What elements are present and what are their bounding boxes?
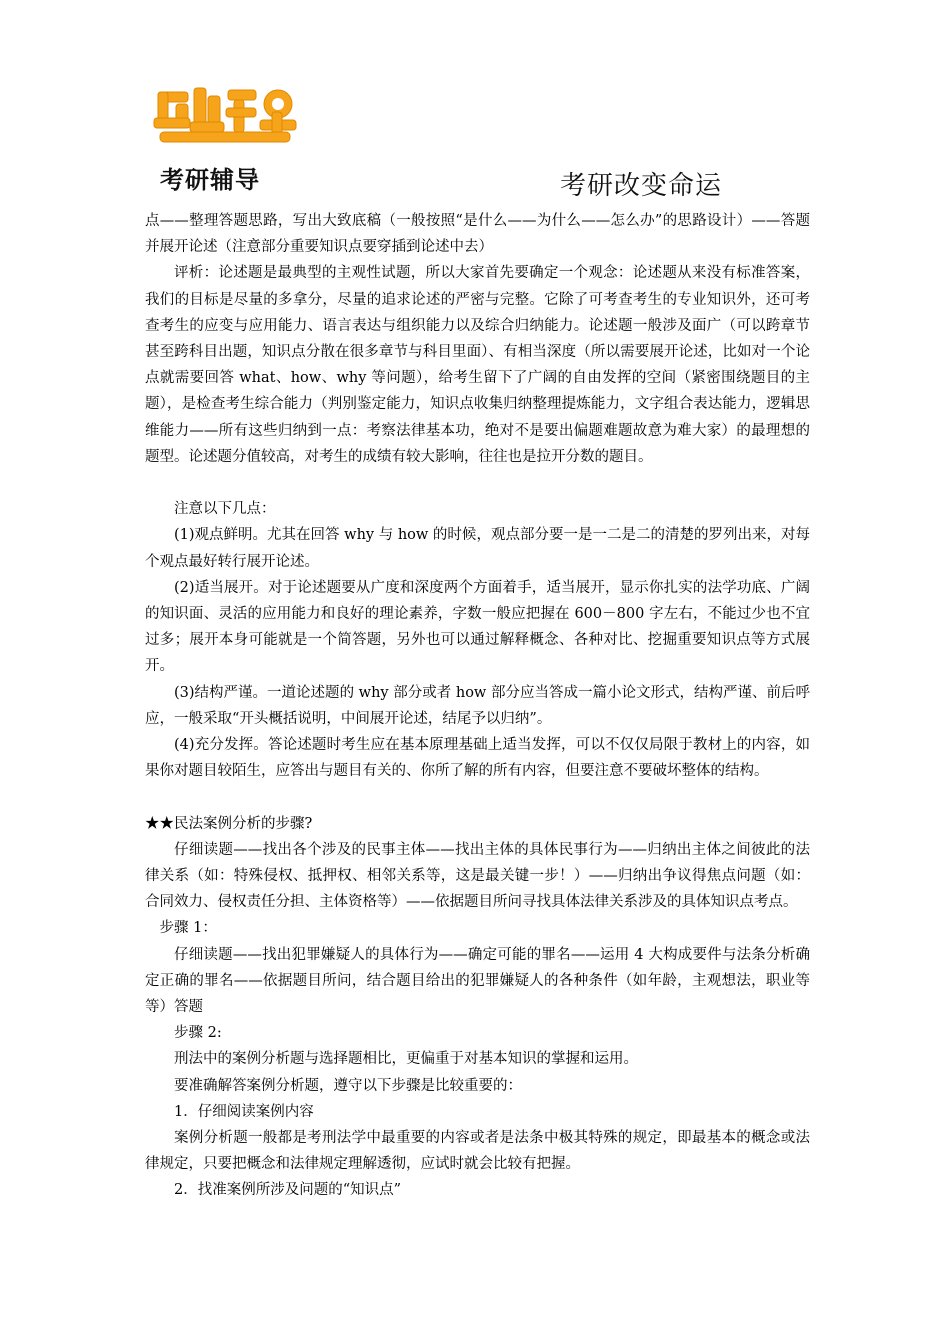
- paragraph: 1．仔细阅读案例内容: [174, 1103, 314, 1120]
- paragraph: 评析：论述题是最典型的主观性试题，所以大家首先要确定一个观念：论述题从来没有标准答案，我们的目标是尽量的多拿分，尽量的追求论述的严密与完整。它除了可考查考生的专业知识外，还可考查考生的应变与应用能力、语言表达与组织能力以及综合归纳能力。论述题一般涉及面广（可以跨章节甚至跨科目出题，知识点分散在很多章节与科目里面）、有相当深度（所以需要展开论述，比如对一个论点就需要回答 what、how、why 等问题），给考生留下了广阔的自由发挥的空间（紧密围绕题目的主题），是检查考生综合能力（判别鉴定能力，知识点收集归纳整理提炼能力，文字组合表达能力，逻辑思维能力——所有这些归纳到一点：考察法律基本功，绝对不是要出偏题难题故意为难大家）的最理想的题型。论述题分值较高，对考生的成绩有较大影响，往往也是拉开分数的题目。: [145, 265, 810, 465]
- page-header: [0, 0, 950, 212]
- paragraph: 点——整理答题思路，写出大致底稿（一般按照“是什么——为什么——怎么办”的思路设计）——答题并展开论述（注意部分重要知识点要穿插到论述中去）: [145, 213, 810, 256]
- paragraph: 步骤 2:: [174, 1025, 222, 1042]
- paragraph: (2)适当展开。对于论述题要从广度和深度两个方面着手，适当展开，显示你扎实的法学功底、广阔的知识面、灵活的应用能力和良好的理论素养，字数一般应把握在 600－800 字左右，不能过少也不宜过多；展开本身可能就是一个简答题，另外也可以通过解释概念、各种对比、挖掘重要知识点等方式展开。: [145, 579, 810, 675]
- section-heading: ★★民法案例分析的步骤?: [145, 815, 313, 832]
- paragraph: 2．找准案例所涉及问题的“知识点”: [174, 1182, 402, 1199]
- paragraph: 步骤 1：: [159, 920, 217, 937]
- blank-line: [145, 784, 810, 810]
- paragraph: (4)充分发挥。答论述题时考生应在基本原理基础上适当发挥，可以不仅仅局限于教材上的内容，如果你对题目较陌生，应答出与题目有关的、你所了解的所有内容，但要注意不要破坏整体的结构。: [145, 737, 810, 780]
- paragraph: 案例分析题一般都是考刑法学中最重要的内容或者是法条中极其特殊的规定，即最基本的概念或法律规定，只要把概念和法律规定理解透彻，应试时就会比较有把握。: [145, 1130, 810, 1173]
- paragraph: 仔细读题——找出犯罪嫌疑人的具体行为——确定可能的罪名——运用 4 大构成要件与法条分析确定正确的罪名——依据题目所问，结合题目给出的犯罪嫌疑人的各种条件（如年龄，主观想法，职业等等）答题: [145, 946, 810, 1016]
- paragraph: (3)结构严谨。一道论述题的 why 部分或者 how 部分应当答成一篇小论文形式，结构严谨、前后呼应，一般采取“开头概括说明，中间展开论述，结尾予以归纳”。: [145, 684, 810, 727]
- blank-line: [145, 470, 810, 496]
- paragraph: 要准确解答案例分析题，遵守以下步骤是比较重要的：: [174, 1077, 522, 1094]
- slogan: 考研改变命运: [560, 171, 723, 201]
- paragraph: 注意以下几点：: [174, 501, 276, 518]
- document-body: [145, 208, 810, 1204]
- paragraph: (1)观点鲜明。尤其在回答 why 与 how 的时候，观点部分要一是一二是二的清楚的罗列出来，对每个观点最好转行展开论述。: [145, 527, 810, 570]
- paragraph: 仔细读题——找出各个涉及的民事主体——找出主体的具体民事行为——归纳出主体之间彼此的法律关系（如：特殊侵权、抵押权、相邻关系等，这是最关键一步！）——归纳出争议得焦点问题（如：合同效力、侵权责任分担、主体资格等）——依据题目所问寻找具体法律关系涉及的具体知识点考点。: [145, 841, 810, 911]
- paragraph: 刑法中的案例分析题与选择题相比，更偏重于对基本知识的掌握和运用。: [174, 1051, 638, 1068]
- logo-subtitle: 考研辅导: [160, 166, 260, 194]
